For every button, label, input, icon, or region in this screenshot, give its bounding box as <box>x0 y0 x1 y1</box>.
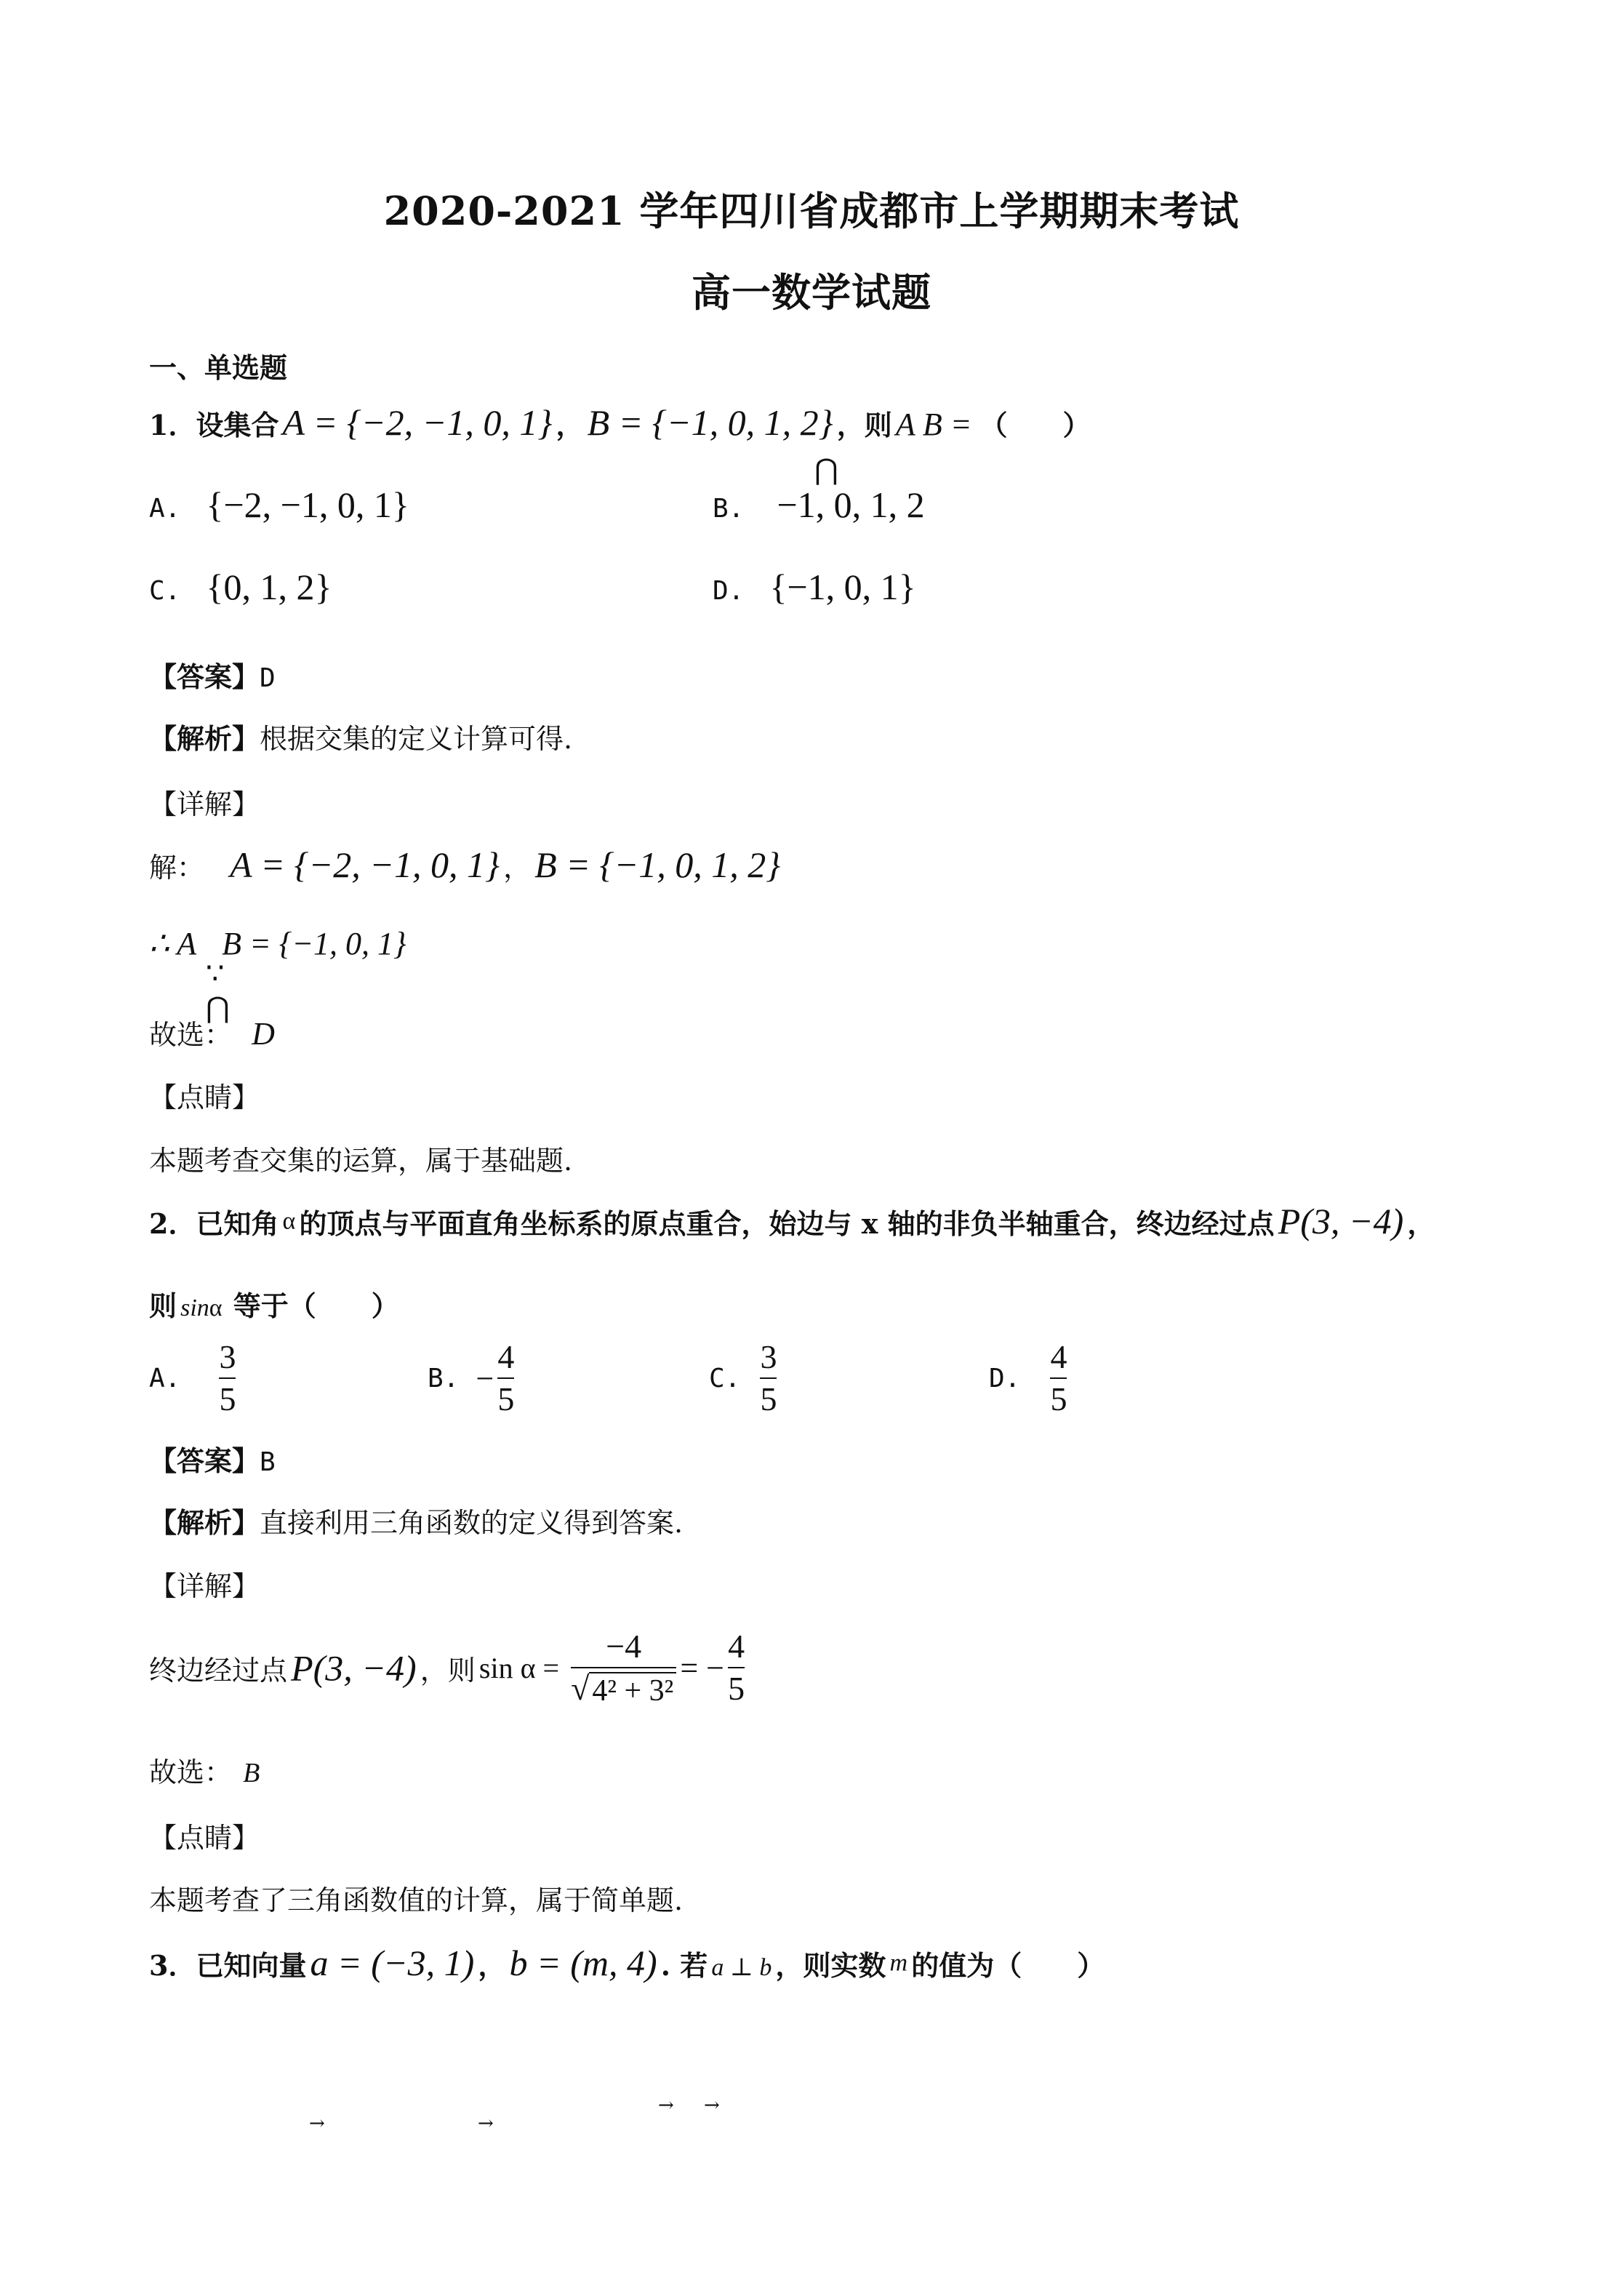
q2-option-a-denominator: 5 <box>219 1380 236 1418</box>
q2-detail-line <box>149 1629 745 1707</box>
q2-option-b-numerator: 4 <box>497 1338 515 1375</box>
q1-option-a-label: A. <box>149 494 181 524</box>
q2-option-a <box>149 1340 236 1417</box>
q2-comma: ， <box>1407 1207 1435 1240</box>
q1-ask: ，则 <box>836 409 892 441</box>
q1-solution-set-a: A = {−2, −1, 0, 1} <box>230 844 500 885</box>
q3-arrow-perp-b: → <box>704 2095 720 2116</box>
q1-cap-symbol-b: ⋂ <box>814 453 838 486</box>
q2-analysis-tag: 【解析】 <box>149 1506 260 1539</box>
q1-expr: A B = <box>895 407 980 442</box>
q1-paren: （ ） <box>979 409 1091 441</box>
q2-option-b <box>428 1340 514 1417</box>
q1-option-a <box>149 484 409 526</box>
q1-detail-tag: 【详解】 <box>149 788 260 820</box>
q2-choose-line <box>149 1750 260 1790</box>
q1-set-b: B = {−1, 0, 1, 2} <box>587 402 833 443</box>
q1-option-d-label: D. <box>713 576 745 606</box>
q2-stem: 的顶点与平面直角坐标系的原点重合，始边与 x 轴的非负半轴重合，终边经过点 <box>299 1207 1275 1240</box>
q2-option-d-fraction <box>1050 1340 1067 1417</box>
q1-set-a: A = {−2, −1, 0, 1} <box>282 402 553 443</box>
q3-vector-a: a = (−3, 1) <box>310 1943 475 1983</box>
q2-alpha-2: α <box>209 1295 223 1321</box>
q2-option-c-label: C. <box>709 1363 741 1393</box>
q1-solution-set-b: B = {−1, 0, 1, 2} <box>534 844 781 885</box>
q2-detail-result-fraction <box>728 1629 745 1707</box>
q2-detail-sin: sin α = <box>478 1651 567 1684</box>
q1-because-symbol: ∵ <box>206 957 225 990</box>
q2-option-b-fraction <box>497 1340 514 1417</box>
q2-choose-value: B <box>243 1758 260 1788</box>
q1-option-d-value: {−1, 0, 1} <box>769 567 916 607</box>
q1-therefore: ∴ A <box>149 926 197 961</box>
q2-option-c-fraction <box>760 1340 777 1417</box>
paper-title: 2020-2021 学年四川省成都市上学期期末考试 <box>383 188 1240 234</box>
q2-option-c-denominator: 5 <box>760 1380 777 1418</box>
q2-detail-equals: = − <box>680 1649 724 1686</box>
q2-option-d-denominator: 5 <box>1050 1380 1067 1418</box>
q1-therefore-line <box>149 925 406 962</box>
q1-option-b <box>713 484 925 526</box>
q1-cap-symbol-choose: ⋂ <box>206 991 230 1024</box>
q1-analysis <box>149 716 572 756</box>
q3-then: ，则实数 <box>775 1949 886 1982</box>
q2-option-c-numerator: 3 <box>760 1338 777 1375</box>
q2-comment: 本题考查了三角函数值的计算，属于简单题. <box>149 1884 684 1916</box>
q2-detail-result-numerator: 4 <box>728 1628 745 1665</box>
q1-choose-value: D <box>252 1016 275 1052</box>
q1-answer-tag: 【答案】 <box>149 660 260 693</box>
q1-answer <box>149 655 276 695</box>
q1-solution-line <box>149 844 780 886</box>
q2-comment-tag: 【点睛】 <box>149 1822 260 1854</box>
q1-analysis-tag: 【解析】 <box>149 722 260 755</box>
q3-if: . 若 <box>660 1949 708 1982</box>
q1-solution-prefix: 解： <box>149 852 205 884</box>
q2-answer-value: B <box>260 1447 276 1477</box>
q2-option-a-fraction <box>219 1340 236 1417</box>
q1-solution-sep: ， <box>503 852 532 884</box>
q2-detail-fraction <box>571 1629 676 1707</box>
q2-number: 2．已知角 <box>149 1207 279 1240</box>
q3-arrow-a: → <box>309 2113 325 2135</box>
q1-comment: 本题考查交集的运算，属于基础题. <box>149 1145 573 1177</box>
q1-sep: ， <box>556 409 584 441</box>
q2-option-d <box>989 1340 1067 1417</box>
q2-detail-point: P(3, −4) <box>291 1647 417 1689</box>
q1-option-d <box>713 566 916 608</box>
q2-line2-suffix: 等于（ ） <box>233 1289 399 1322</box>
q2-option-d-label: D. <box>989 1363 1021 1393</box>
q2-answer <box>149 1439 276 1479</box>
q2-option-a-label: A. <box>149 1363 181 1393</box>
q2-answer-tag: 【答案】 <box>149 1444 260 1477</box>
q2-option-b-sign: − <box>476 1360 494 1396</box>
q3-sep: ， <box>478 1949 506 1982</box>
q3-m: m <box>889 1949 908 1977</box>
q1-analysis-text: 根据交集的定义计算可得. <box>260 723 573 755</box>
q1-answer-value: D <box>260 663 276 693</box>
q3-arrow-b: → <box>478 2113 494 2135</box>
q1-option-a-value: {−2, −1, 0, 1} <box>206 484 409 525</box>
q3-perp: a ⊥ b <box>711 1954 772 1981</box>
q2-detail-tag: 【详解】 <box>149 1570 260 1602</box>
q2-detail-result-denominator: 5 <box>728 1670 745 1708</box>
question-2-stem <box>149 1200 1435 1242</box>
q2-detail-then: ，则 <box>420 1654 476 1687</box>
q2-option-c <box>709 1340 777 1417</box>
q1-choose-prefix: 故选： <box>149 1019 233 1051</box>
question-2-stem-line2 <box>149 1284 399 1324</box>
q3-vector-b: b = (m, 4) <box>509 1943 657 1983</box>
question-1-stem <box>149 401 1091 444</box>
q2-alpha: α <box>282 1207 296 1235</box>
q2-detail-sqrt: √ 4² + 3² <box>571 1671 676 1706</box>
q1-comment-tag: 【点睛】 <box>149 1081 260 1113</box>
q1-option-b-label: B. <box>713 494 745 524</box>
q3-tail: 的值为（ ） <box>911 1949 1105 1982</box>
q2-sin: sin <box>180 1295 209 1321</box>
section-heading: 一、单选题 <box>149 351 288 384</box>
q2-line2-prefix: 则 <box>149 1289 177 1322</box>
q2-choose-prefix: 故选： <box>149 1756 233 1788</box>
q1-option-c <box>149 566 332 608</box>
q2-option-b-denominator: 5 <box>497 1380 515 1418</box>
q2-option-b-label: B. <box>428 1363 460 1393</box>
q1-option-c-value: {0, 1, 2} <box>206 567 332 607</box>
paper-subtitle: 高一数学试题 <box>692 269 931 316</box>
q2-option-d-numerator: 4 <box>1050 1338 1067 1375</box>
q2-analysis <box>149 1500 683 1540</box>
q3-arrow-perp-a: → <box>658 2095 674 2116</box>
question-3-stem <box>149 1942 1105 1984</box>
q2-detail-radicand: 4² + 3² <box>589 1672 676 1707</box>
q1-number: 1．设集合 <box>149 409 279 441</box>
q1-option-c-label: C. <box>149 576 181 606</box>
q1-result: B = {−1, 0, 1} <box>222 926 406 961</box>
q2-analysis-text: 直接利用三角函数的定义得到答案. <box>260 1507 684 1539</box>
q2-option-a-numerator: 3 <box>219 1338 236 1375</box>
q2-detail-numerator: −4 <box>606 1628 642 1665</box>
q3-number: 3．已知向量 <box>149 1949 307 1982</box>
q2-point: P(3, −4) <box>1278 1201 1404 1241</box>
q2-detail-prefix: 终边经过点 <box>149 1654 288 1687</box>
q1-option-b-value: −1, 0, 1, 2 <box>777 484 925 525</box>
